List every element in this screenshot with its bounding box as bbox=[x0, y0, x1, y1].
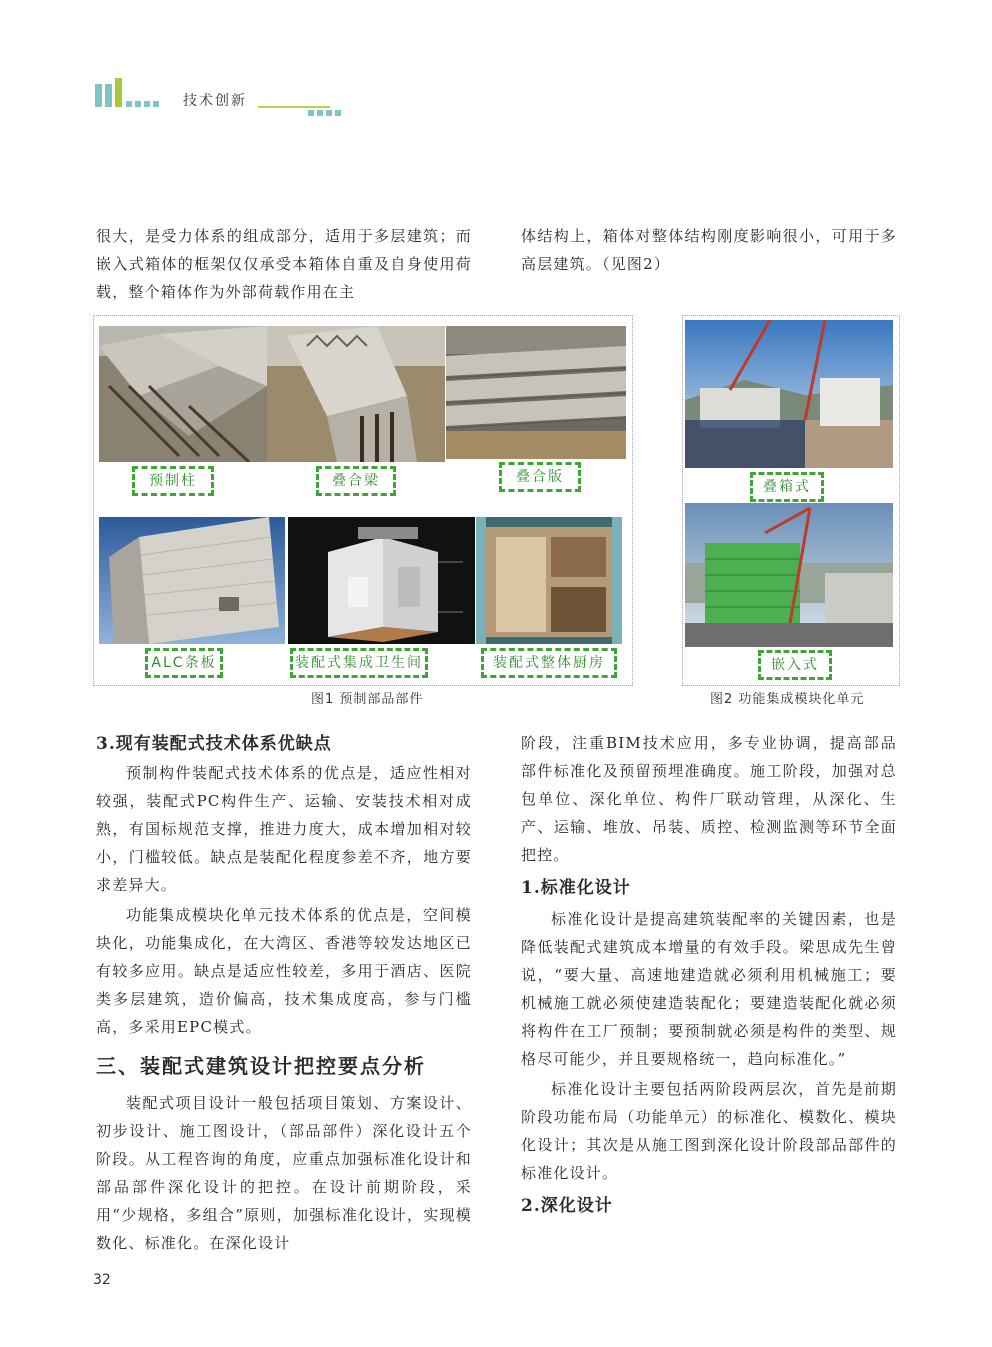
photo-alc-panel bbox=[99, 517, 285, 644]
photo-integrated-kitchen bbox=[476, 517, 622, 644]
top-text-left bbox=[96, 222, 472, 306]
figure-2-caption: 图2 功能集成模块化单元 bbox=[710, 692, 865, 707]
paragraph: 功能集成模块化单元技术体系的优点是，空间模块化，功能集成化，在大湾区、香港等较发达地区已有较多应用。缺点是适应性较差，多用于酒店、医院类多层建筑，造价偏高，技术集成度高，参与门槛高，多采用EPC模式。 bbox=[96, 906, 472, 1036]
photo-integrated-bathroom bbox=[288, 517, 475, 644]
paragraph: 预制构件装配式技术体系的优点是，适应性相对较强，装配式PC构件生产、运输、安装技术相对成熟，有国标规范支撑，推进力度大，成本增加相对较小，门槛较低。缺点是装配化程度参差不齐，地方要求差异大。 bbox=[96, 764, 472, 894]
paragraph: 阶段，注重BIM技术应用，多专业协调，提高部品部件标准化及预留预埋准确度。施工阶段，加强对总包单位、深化单位、构件厂联动管理，从深化、生产、运输、堆放、吊装、质控、检测监测等环节全面把控。 bbox=[521, 734, 897, 864]
header-rule bbox=[258, 106, 330, 108]
label-alc-panel: ALC条板 bbox=[145, 648, 223, 678]
label-composite-slab: 叠合版 bbox=[499, 462, 581, 492]
subheading-2: 2.深化设计 bbox=[521, 1196, 613, 1216]
subheading-3: 3.现有装配式技术体系优缺点 bbox=[96, 734, 332, 754]
label-embedded-box: 嵌入式 bbox=[758, 650, 832, 680]
photo-precast-column bbox=[99, 326, 267, 462]
paragraph: 标准化设计是提高建筑装配率的关键因素，也是降低装配式建筑成本增量的有效手段。梁思成先生曾说，“要大量、高速地建造就必须利用机械施工；要机械施工就必须使建造装配化；要建造装配化就必须将构件在工厂预制；要预制就必须是构件的类型、规格尽可能少，并且要规格统一，趋向标准化。” bbox=[521, 910, 897, 1068]
photo-stacked-box bbox=[685, 320, 893, 468]
logo-dot bbox=[126, 101, 132, 107]
top-text-right bbox=[521, 222, 897, 278]
paragraph: 标准化设计主要包括两阶段两层次，首先是前期阶段功能布局（功能单元）的标准化、模数化、模块化设计；其次是从施工图到深化设计阶段部品部件的标准化设计。 bbox=[521, 1080, 897, 1182]
page-number: 32 bbox=[93, 1272, 111, 1288]
logo-dot bbox=[135, 101, 141, 107]
logo-bar bbox=[95, 84, 102, 107]
label-stacked-box: 叠箱式 bbox=[750, 472, 824, 502]
section-title: 技术创新 bbox=[183, 93, 247, 109]
label-integrated-kitchen: 装配式整体厨房 bbox=[481, 648, 617, 678]
figure-1-caption: 图1 预制部品部件 bbox=[311, 692, 424, 707]
subheading-1: 1.标准化设计 bbox=[521, 878, 631, 898]
right-column bbox=[521, 729, 897, 1221]
paragraph: 装配式项目设计一般包括项目策划、方案设计、初步设计、施工图设计，（部品部件）深化设计五个阶段。从工程咨询的角度，应重点加强标准化设计和部品部件深化设计的把控。在设计前期阶段，采用“少规格，多组合”原则，加强标准化设计，实现模数化、标准化。在深化设计 bbox=[96, 1094, 472, 1252]
paragraph: 体结构上，箱体对整体结构刚度影响很小，可用于多高层建筑。（见图2） bbox=[521, 227, 897, 273]
logo-bar bbox=[105, 84, 112, 107]
photo-composite-beam bbox=[267, 326, 445, 462]
label-precast-column: 预制柱 bbox=[132, 466, 214, 496]
paragraph: 很大，是受力体系的组成部分，适用于多层建筑；而嵌入式箱体的框架仅仅承受本箱体自重及自身使用荷载，整个箱体作为外部荷载作用在主 bbox=[96, 227, 472, 301]
section-heading-3: 三、装配式建筑设计把控要点分析 bbox=[96, 1054, 426, 1078]
left-column bbox=[96, 729, 472, 1257]
logo-dot bbox=[153, 101, 159, 107]
label-composite-beam: 叠合梁 bbox=[316, 466, 396, 496]
photo-embedded-box bbox=[685, 503, 893, 647]
label-integrated-bathroom: 装配式集成卫生间 bbox=[290, 648, 428, 678]
logo-dot bbox=[144, 101, 150, 107]
logo-bar bbox=[115, 78, 122, 107]
photo-composite-slab bbox=[446, 326, 626, 459]
